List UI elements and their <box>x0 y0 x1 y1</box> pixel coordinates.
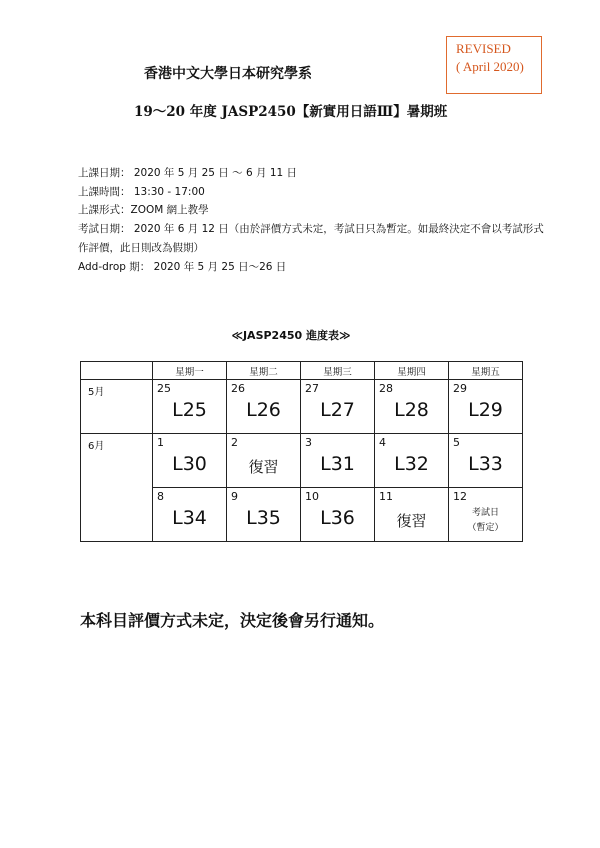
day-number: 26 <box>231 382 245 395</box>
lesson-label: L34 <box>172 507 207 529</box>
weekday-header: 星期三 <box>301 362 375 380</box>
day-number: 10 <box>305 490 319 503</box>
day-number: 9 <box>231 490 238 503</box>
class-time: 上課時間： 13:30 - 17:00 <box>78 185 205 198</box>
weekday-header: 星期一 <box>153 362 227 380</box>
schedule-title-text: ≪JASP2450 進度表≫ <box>231 329 351 342</box>
weekday-header: 星期四 <box>375 362 449 380</box>
month-cell: 5月 <box>81 380 153 434</box>
lesson-label: 復習 <box>248 458 279 476</box>
week-row <box>81 380 523 434</box>
day-number: 12 <box>453 490 467 503</box>
lesson-label: L32 <box>394 453 429 475</box>
exam-tentative-text: （暫定） <box>467 523 504 533</box>
day-number: 4 <box>379 436 386 449</box>
day-number: 5 <box>453 436 460 449</box>
schedule-title <box>0 327 600 343</box>
day-cell <box>449 488 523 542</box>
day-number: 11 <box>379 490 393 503</box>
day-cell <box>153 434 227 488</box>
day-number: 29 <box>453 382 467 395</box>
weekday-header-row <box>81 362 523 380</box>
day-number: 27 <box>305 382 319 395</box>
lesson-label: L25 <box>172 399 207 421</box>
day-cell <box>153 380 227 434</box>
day-number: 3 <box>305 436 312 449</box>
day-cell <box>227 488 301 542</box>
revised-label: REVISED <box>456 41 511 56</box>
lesson-label: 復習 <box>396 512 427 530</box>
exam-date: 考試日期： 2020 年 6 月 12 日（由於評價方式未定，考試日只為暫定。如最終決定不會以考試形式作評價，此日則改為假期） <box>78 223 544 254</box>
add-drop-period: Add-drop 期： 2020 年 5 月 25 日～26 日 <box>78 260 287 273</box>
day-number: 1 <box>157 436 164 449</box>
weekday-header: 星期二 <box>227 362 301 380</box>
month-header <box>81 362 153 380</box>
day-number: 28 <box>379 382 393 395</box>
day-cell <box>153 488 227 542</box>
course-title: 19～20 年度 JASP2450【新實用日語Ⅲ】暑期班 <box>134 104 448 120</box>
exam-day-label <box>449 506 522 536</box>
day-cell <box>375 380 449 434</box>
class-dates: 上課日期： 2020 年 5 月 25 日 ～ 6 月 11 日 <box>78 167 298 179</box>
day-number: 2 <box>231 436 238 449</box>
day-cell <box>449 380 523 434</box>
lesson-label: L28 <box>394 399 429 421</box>
day-cell <box>375 434 449 488</box>
day-number: 25 <box>157 382 171 395</box>
lesson-label: L27 <box>320 399 355 421</box>
revised-stamp <box>446 36 542 94</box>
lesson-label: L33 <box>468 453 503 475</box>
day-cell <box>449 434 523 488</box>
revised-date: ( April 2020) <box>456 59 524 74</box>
schedule-table <box>80 361 523 542</box>
day-cell <box>375 488 449 542</box>
lesson-label: L36 <box>320 507 355 529</box>
month-cell <box>81 488 153 542</box>
class-format: 上課形式：ZOOM 網上教學 <box>78 204 209 217</box>
lesson-label: L31 <box>320 453 355 475</box>
lesson-label: L35 <box>246 507 281 529</box>
department-name: 香港中文大學日本研究學系 <box>144 66 312 82</box>
course-info <box>78 164 548 276</box>
day-cell <box>227 380 301 434</box>
lesson-label: L29 <box>468 399 503 421</box>
lesson-label: L30 <box>172 453 207 475</box>
day-cell <box>301 488 375 542</box>
day-cell <box>301 434 375 488</box>
assessment-notice: 本科目評價方式未定，決定後會另行通知。 <box>80 611 385 630</box>
week-row <box>81 488 523 542</box>
day-cell <box>227 434 301 488</box>
exam-day-text: 考試日 <box>471 508 499 518</box>
day-number: 8 <box>157 490 164 503</box>
weekday-header: 星期五 <box>449 362 523 380</box>
month-cell: 6月 <box>81 434 153 488</box>
lesson-label: L26 <box>246 399 281 421</box>
day-cell <box>301 380 375 434</box>
week-row <box>81 434 523 488</box>
